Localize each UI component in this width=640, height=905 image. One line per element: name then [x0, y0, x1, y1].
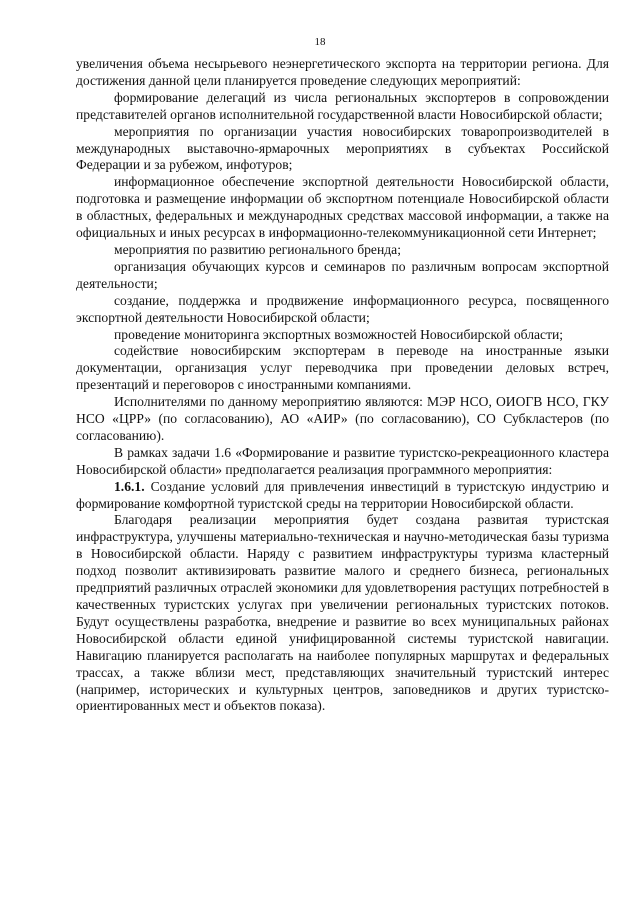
list-item-information-resource: создание, поддержка и продвижение информационного ресурса, посвященного экспортной деятельности Новосибирской области; — [76, 292, 609, 325]
list-item-information-support: информационное обеспечение экспортной деятельности Новосибирской области, подготовка и размещение информации об экспортном потенциале Новосибирской области в областных, федеральных и международных средствах массовой информации, а также на официальных и иных ресурсах в информационно-телекоммуникационной сети Интернет; — [76, 174, 609, 241]
list-item-delegations: формирование делегаций из числа региональных экспортеров в сопровождении представителей органов исполнительной государственной власти Новосибирской области; — [76, 89, 609, 122]
paragraph-executors: Исполнителями по данному мероприятию являются: МЭР НСО, ОИОГВ НСО, ГКУ НСО «ЦРР» (по согласованию), АО «АИР» (по согласованию), СО Субкластеров (по согласованию). — [76, 394, 609, 443]
task-number: 1.6.1. — [114, 478, 145, 494]
list-item-training-courses: организация обучающих курсов и семинаров по различным вопросам экспортной деятельности; — [76, 258, 609, 291]
document-body — [76, 56, 609, 715]
paragraph-export-intro: увеличения объема несырьевого неэнергетического экспорта на территории региона. Для достижения данной цели планируется проведение следующих мероприятий: — [76, 56, 609, 88]
list-item-exhibitions: мероприятия по организации участия новосибирских товаропроизводителей в международных выставочно-ярмарочных мероприятиях в субъектах Российской Федерации и за рубежом, инфотуров; — [76, 123, 609, 173]
paragraph-task-1-6-1 — [76, 479, 609, 513]
task-text: Создание условий для привлечения инвестиций в туристскую индустрию и формирование комфортной туристской среды на территории Новосибирской области. — [76, 478, 609, 511]
page-number: 18 — [314, 36, 326, 48]
list-item-monitoring: проведение мониторинга экспортных возможностей Новосибирской области; — [114, 326, 564, 342]
list-item-regional-brand: мероприятия по развитию регионального бренда; — [114, 241, 401, 257]
list-item-translation: содействие новосибирским экспортерам в переводе на иностранные языки документации, организация услуг переводчика при проведении деловых встреч, презентаций и переговоров с иностранными компаниями. — [76, 343, 609, 393]
paragraph-task-1-6: В рамках задачи 1.6 «Формирование и развитие туристско-рекреационного кластера Новосибирской области» предполагается реализация программного мероприятия: — [76, 444, 609, 477]
paragraph-tourism-infrastructure: Благодаря реализации мероприятия будет создана развитая туристская инфраструктура, улучшены материально-техническая и научно-методическая базы туризма в Новосибирской области. Наряду с развитием инфраструктуры туризма кластерный подход позволит активизировать развитие малого и среднего бизнеса, региональных предприятий различных отраслей экономики для удовлетворения растущих потребностей в качественных туристских услугах при увеличении региональных туристских потоков. Будут осуществлены разработка, внедрение и развитие во всех муниципальных районах Новосибирской области единой унифицированной системы туристской навигации. Навигацию планируется располагать на наиболее популярных маршрутах и федеральных трассах, а также вблизи мест, представляющих значительный туристский интерес (например, исторических и культурных центров, заповедников и других туристско-ориентированных мест и объектов показа). — [76, 512, 609, 714]
